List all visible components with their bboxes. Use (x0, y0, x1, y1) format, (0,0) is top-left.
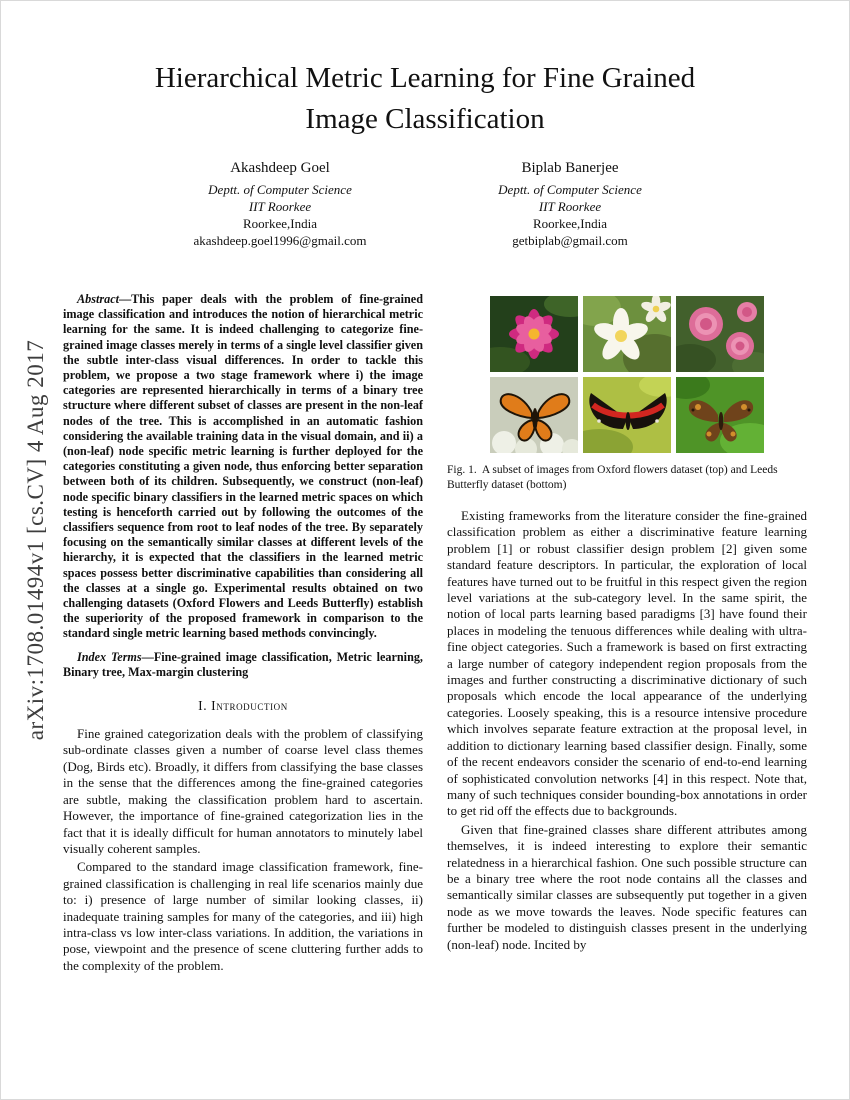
figure-image-grid (490, 296, 764, 453)
author-location: Roorkee,India (242, 216, 317, 231)
figure-caption (447, 463, 807, 492)
red-banded-butterfly-illustration (583, 377, 671, 453)
intro-paragraph-2: Compared to the standard image classification framework, fine-grained classification is challenging in real life scenarios mainly due to: i) presence of large number of similar looking classes, ii) inadequate training samples for many of the categories, and iii) high intra-class vs low inter-class variations. In addition, the variations in pose, viewpoint and the presence of scene cluttering further adds to the complexity of the problem. (63, 859, 423, 973)
authors-block (135, 158, 715, 249)
figure-label: Fig. 1. (447, 464, 477, 476)
author-institution: IIT Roorkee (248, 199, 312, 214)
index-terms-lead: Index Terms (77, 649, 142, 664)
section-heading-introduction (63, 698, 423, 714)
figure-caption-text: A subset of images from Oxford flowers dataset (top) and Leeds Butterfly dataset (bottom) (447, 464, 778, 491)
water-lily-illustration (490, 296, 578, 372)
author-institution: IIT Roorkee (538, 199, 602, 214)
figure-image-white-plumeria (583, 296, 671, 372)
roses-illustration (676, 296, 764, 372)
section-title: Introduction (211, 698, 288, 714)
arxiv-watermark: arXiv:1708.01494v1 [cs.CV] 4 Aug 2017 (23, 339, 48, 741)
intro-paragraph-1: Fine grained categorization deals with the problem of classifying sub-ordinate classes given a number of coarse level class themes (Dog, Birds etc). Broadly, it differs from classifying the base classes in the sense that the differences among the fine-grained categories are subtle, making the classification problem hard to ascertain. However, the importance of fine-grained categorization lies in the fact that it is ideally difficult for human annotators to minutely label visually coherent samples. (63, 726, 423, 856)
monarch-illustration (490, 377, 578, 453)
right-paragraph-2: Given that fine-grained classes share different attributes among themselves, it is indeed interesting to explore their semantic relatedness in a hierarchical fashion. One such possible structure can be a binary tree where the root node contains all the classes and semantically similar classes are subsequently put together in a given node as we move towards the leaves. Node specific features can further be modeled to distinguish classes present in the underlying (non-leaf) node. Incited by (447, 821, 807, 952)
abstract (63, 292, 423, 642)
paper-title-line1: Hierarchical Metric Learning for Fine Grained (154, 62, 696, 94)
author-email: akashdeep.goel1996@gmail.com (193, 233, 367, 248)
figure-image-pink-roses (676, 296, 764, 372)
plumeria-illustration (583, 296, 671, 372)
section-number: I. (198, 698, 208, 714)
author-name: Akashdeep Goel (230, 160, 330, 176)
author-department: Deptt. of Computer Science (208, 182, 352, 197)
figure-image-pink-water-lily (490, 296, 578, 372)
paper-title-line2: Image Classification (305, 103, 545, 135)
author-card-1 (135, 158, 425, 249)
paper-title (0, 0, 850, 140)
author-name: Biplab Banerjee (521, 160, 619, 176)
brown-butterfly-illustration (676, 377, 764, 453)
author-email: getbiplab@gmail.com (512, 233, 628, 248)
abstract-text: —This paper deals with the problem of fine-grained image classification and introduces the notion of hierarchical metric learning for the same. It is indeed challenging to categorize fine-grained image classes merely in terms of a single level classifier given the subtle inter-class visual differences. In order to tackle this problem, we propose a two stage framework where i) the image categories are represented hierarchically in terms of a binary tree structure where different subset of classes are present in the non-leaf nodes of the tree. This is accomplished in an automatic fashion considering the available training data in the visual domain, and ii) a (non-leaf) node specific metric learning is further deployed for the categories constituting a given node, thus enforcing better separation between both of its children. Subsequently, we construct (non-leaf) node specific binary classifiers in the learned metric spaces on which testing is henceforth carried out by following the outcomes of the classifiers sequence from root to leaf nodes of the tree. By separately focusing on the semantically similar classes at different levels of the hierarchy, it is expected that the classifiers in the learned metric spaces possess better discriminative capabilities than considering all the classes at a single go. Experimental results obtained on two challenging datasets (Oxford Flowers and Leeds Butterfly) establish the superiority of the proposed framework in comparison to the standard single metric learning based methods convincingly. (63, 292, 423, 641)
right-column (447, 292, 807, 974)
figure-image-brown-butterfly (676, 377, 764, 453)
abstract-lead: Abstract (77, 292, 119, 306)
left-column (63, 292, 423, 974)
author-location: Roorkee,India (532, 216, 607, 231)
right-paragraph-1: Existing frameworks from the literature consider the fine-grained classification problem as either a discriminative feature learning problem [1] or robust classifier design problem [2] given some standard feature descriptors. In particular, the exploration of local features have turned out to be fruitful in this respect given the region level variations at the sub-category level. In the same spirit, the notion of local parts learning based paradigms [3] have found their places in modeling the tenuous differences while dealing with ultra-fine object categories. Such a framework is based on first extracting a large number of category independent region proposals from the images and further constructing a discriminative dictionary of such proposals which encode the local appearance of the underlying categories. Loosely speaking, this is a resource intensive procedure which involves separate feature extraction at the proposal level, in addition to dictionary learning based classifier design. Finally, some of the recent endeavors consider the scenario of end-to-end learning of sophisticated convolution networks [4] in this respect. Note that, many of such techniques consider bounding-box annotations in order to get rid off the effects due to backgrounds. (447, 508, 807, 819)
index-terms-text: —Fine-grained image classification, Metric learning, Binary tree, Max-margin clustering (63, 649, 423, 679)
figure-1 (447, 296, 807, 492)
figure-image-monarch-butterfly (490, 377, 578, 453)
author-card-2 (425, 158, 715, 249)
author-department: Deptt. of Computer Science (498, 182, 642, 197)
two-column-body (63, 292, 807, 974)
figure-image-black-red-butterfly (583, 377, 671, 453)
index-terms (63, 650, 423, 680)
